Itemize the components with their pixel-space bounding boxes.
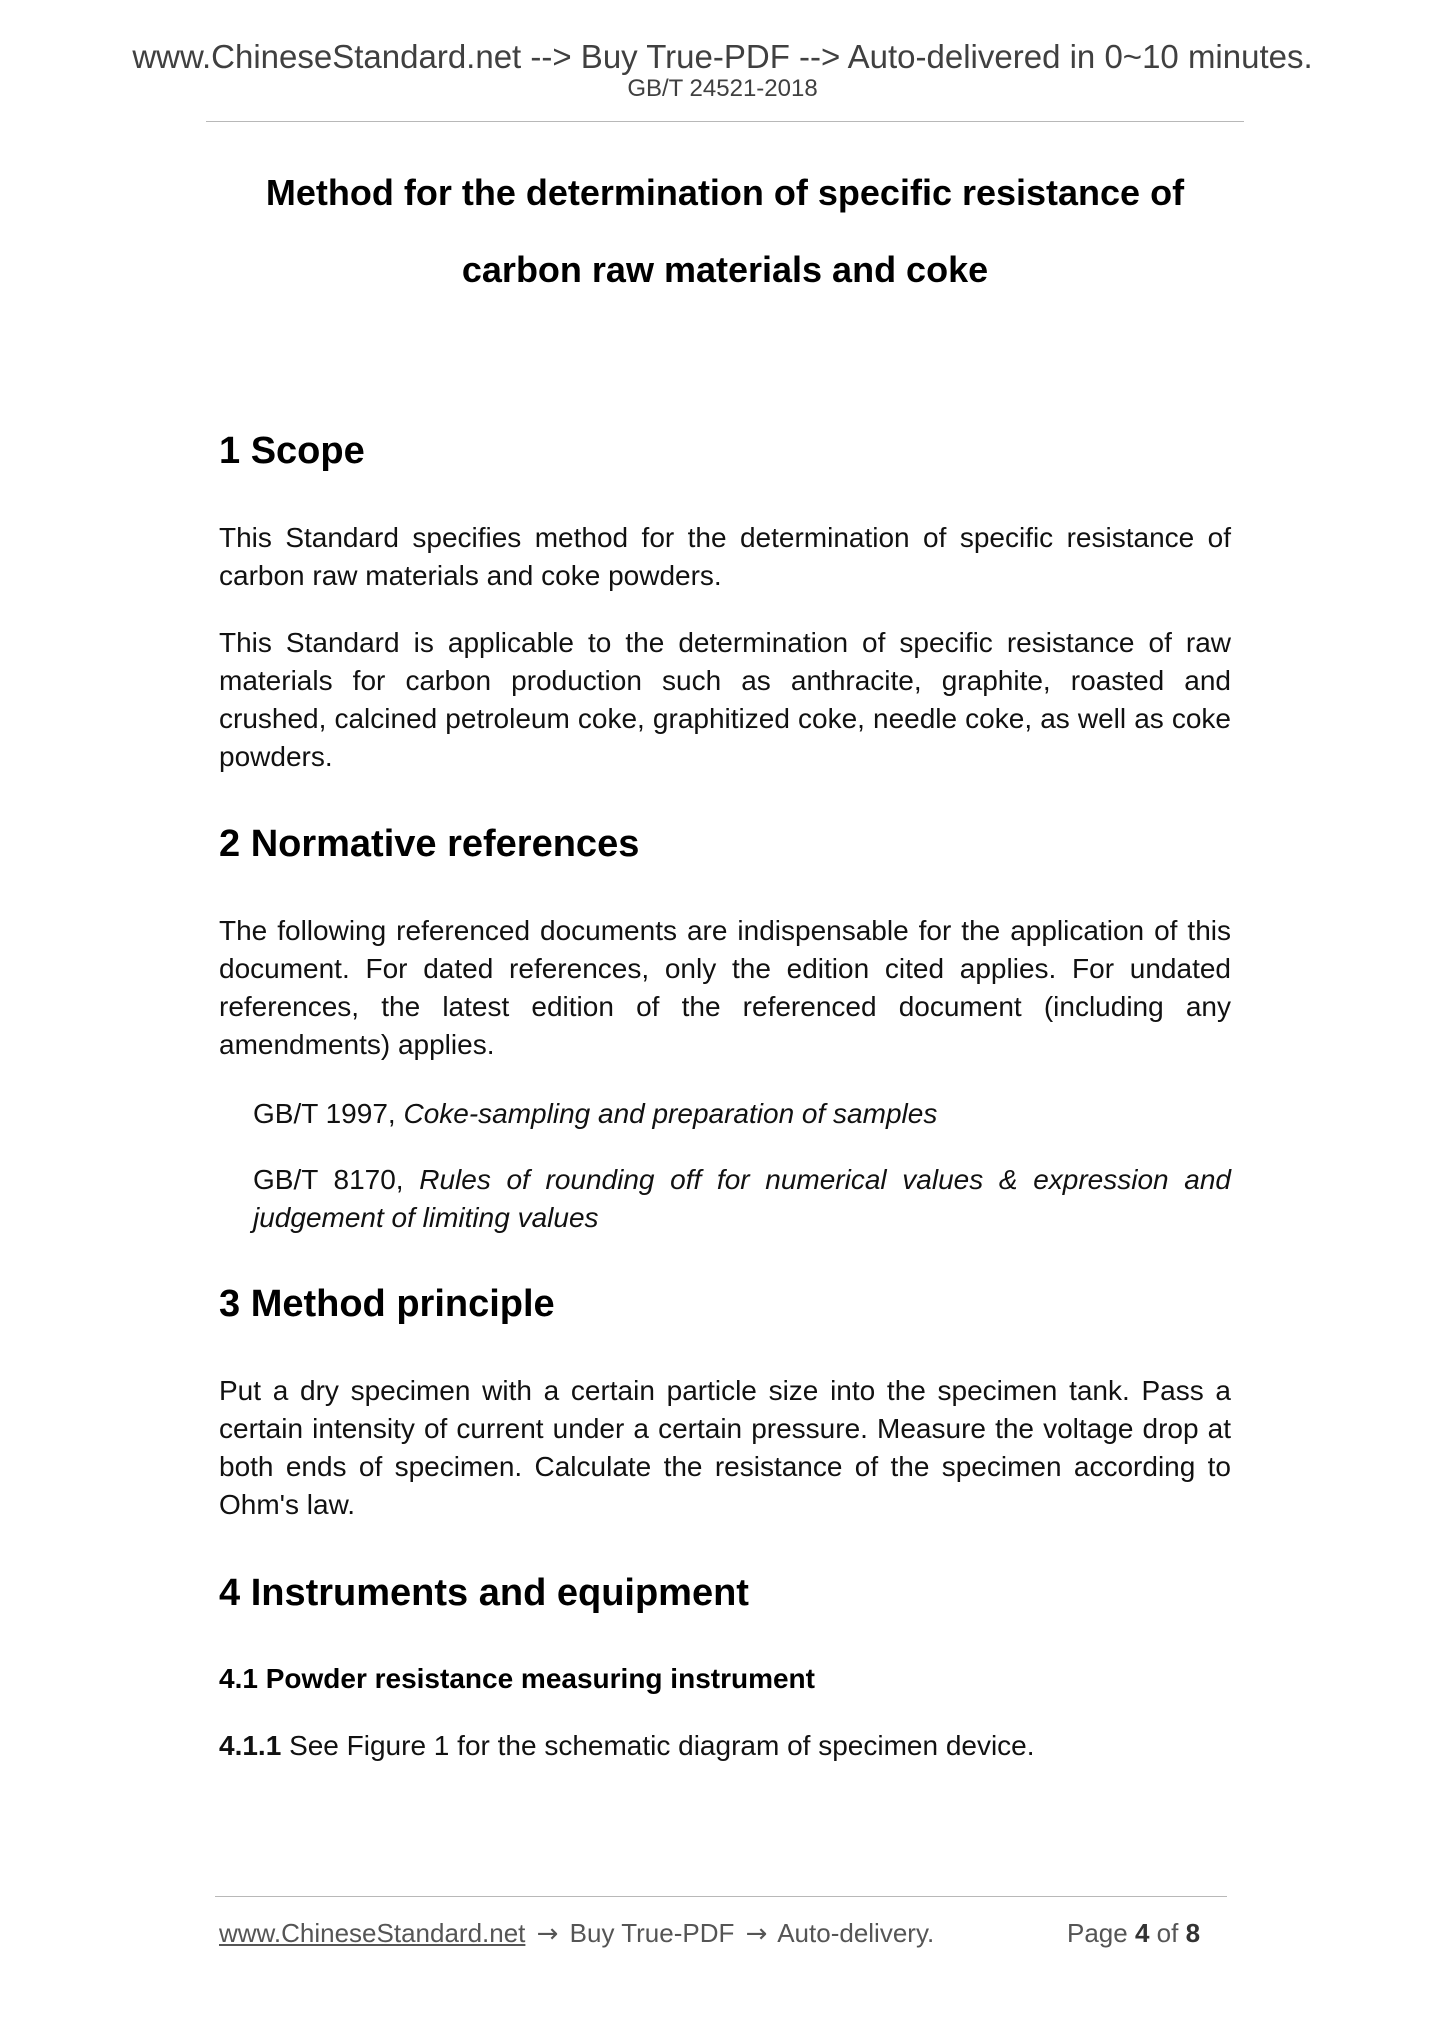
page-of: of (1156, 1918, 1179, 1948)
section-heading-scope: 1 Scope (219, 430, 365, 472)
header-divider (206, 121, 1244, 122)
header-banner: www.ChineseStandard.net --> Buy True-PDF --> Auto-delivered in 0~10 minutes. (132, 38, 1313, 75)
arrow-right-icon: → (536, 1919, 559, 1949)
section-heading-method-principle: 3 Method principle (219, 1283, 555, 1325)
footer-buy-text: Buy True-PDF (569, 1918, 735, 1948)
document-title-line-2: carbon raw materials and coke (461, 249, 989, 290)
reference-title: Coke-sampling and preparation of samples (403, 1098, 938, 1129)
clause-number: 4.1.1 (219, 1730, 282, 1761)
subsection-heading-powder-resistance-instrument: 4.1 Powder resistance measuring instrument (219, 1663, 815, 1694)
method-principle-paragraph: Put a dry specimen with a certain particle size into the specimen tank. Pass a certain intensity of current under a certain pressure. Measure the voltage drop at both ends of specimen. Calculate the resistance of the specimen according to Ohm's law. (219, 1375, 1231, 1520)
normative-references-paragraph: The following referenced documents are indispensable for the application of this document. For dated references, only the edition cited applies. For undated references, the latest edition of the referenced document (including any amendments) applies. (219, 915, 1231, 1060)
scope-paragraph-1: This Standard specifies method for the determination of specific resistance of carbon raw materials and coke powders. (219, 522, 1231, 591)
footer-site-link[interactable]: www.ChineseStandard.net (219, 1918, 526, 1948)
document-number: GB/T 24521-2018 (627, 75, 818, 102)
reference-title: Rules of rounding off for numerical values & expression and judgement of limiting values (253, 1164, 1231, 1233)
section-heading-normative-references: 2 Normative references (219, 823, 640, 865)
page-label: Page (1067, 1918, 1128, 1948)
reference-code: GB/T 8170, (253, 1164, 404, 1195)
page-indicator (1067, 1918, 1200, 1949)
scope-paragraph-2: This Standard is applicable to the determination of specific resistance of raw materials for carbon production such as anthracite, graphite, roasted and crushed, calcined petroleum coke, graphitized coke, needle coke, as well as coke powders. (219, 627, 1231, 772)
arrow-right-icon: → (745, 1919, 768, 1949)
reference-item (253, 1161, 1231, 1237)
reference-item (253, 1095, 1231, 1133)
clause-text: See Figure 1 for the schematic diagram of specimen device. (289, 1730, 1035, 1761)
document-title-line-1: Method for the determination of specific resistance of (265, 172, 1185, 213)
clause-4-1-1 (219, 1727, 1231, 1765)
footer-promo (219, 1918, 934, 1949)
section-heading-instruments: 4 Instruments and equipment (219, 1572, 749, 1614)
reference-code: GB/T 1997, (253, 1098, 396, 1129)
footer-delivery-text: Auto-delivery. (777, 1918, 935, 1948)
footer-divider (215, 1896, 1227, 1897)
page-total: 8 (1185, 1918, 1201, 1948)
page-current: 4 (1134, 1918, 1150, 1948)
